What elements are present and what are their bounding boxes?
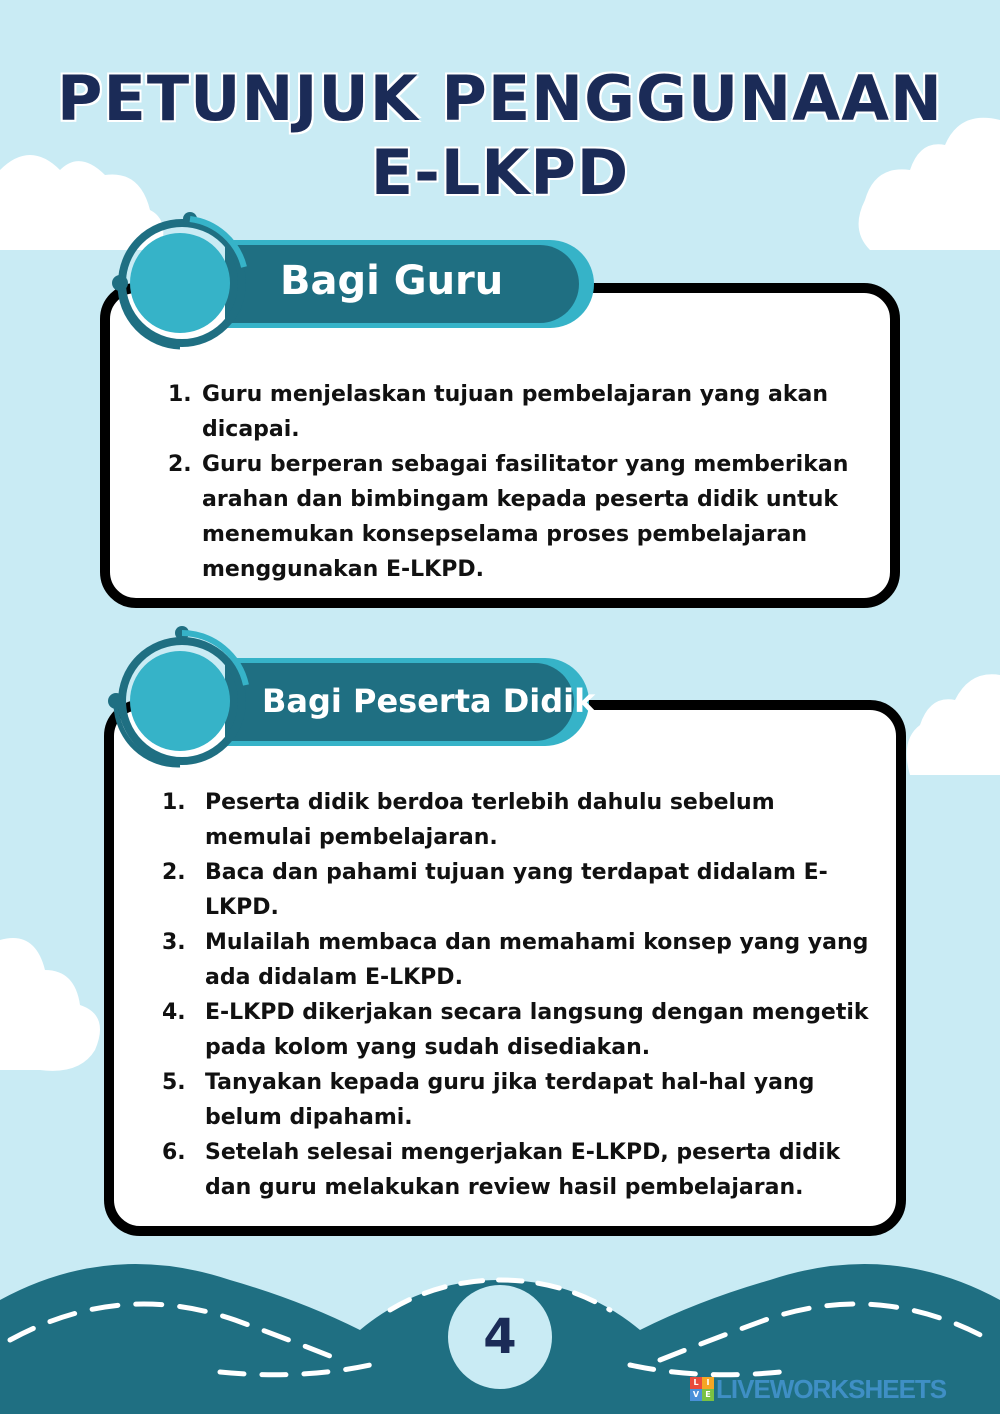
logo-letter: L xyxy=(690,1377,702,1389)
list-item xyxy=(162,925,882,995)
teacher-instructions-list xyxy=(168,377,868,587)
list-item-text: Guru berperan sebagai fasilitator yang memberikan arahan dan bimbingam kepada peserta didik untuk menemukan konsepselama proses pembelajaran menggunakan E-LKPD. xyxy=(202,452,849,582)
cloud-left-bottom xyxy=(0,930,110,1080)
list-item-text: Setelah selesai mengerjakan E-LKPD, peserta didik dan guru melakukan review hasil pembelajaran. xyxy=(205,1140,841,1200)
list-item-number: 2. xyxy=(162,860,186,885)
liveworksheets-logo-icon xyxy=(690,1377,714,1401)
student-instructions-list xyxy=(162,785,882,1205)
list-item xyxy=(162,855,882,925)
list-item-number: 2. xyxy=(168,452,192,477)
list-item xyxy=(168,377,868,447)
list-item-text: E-LKPD dikerjakan secara langsung dengan mengetik pada kolom yang sudah disediakan. xyxy=(205,1000,869,1060)
page-title-line-1: PETUNJUK PENGGUNAAN xyxy=(57,62,943,135)
logo-letter: V xyxy=(690,1389,702,1401)
logo-letter: I xyxy=(702,1377,714,1389)
page-number: 4 xyxy=(483,1309,517,1365)
list-item xyxy=(168,447,868,587)
teacher-section-heading: Bagi Guru xyxy=(280,258,504,304)
cloud-right-mid xyxy=(900,670,1000,780)
list-item-number: 3. xyxy=(162,930,186,955)
logo-letter: E xyxy=(702,1389,714,1401)
student-section-heading: Bagi Peserta Didik xyxy=(262,682,596,720)
list-item-number: 5. xyxy=(162,1070,186,1095)
list-item-number: 4. xyxy=(162,1000,186,1025)
list-item-text: Guru menjelaskan tujuan pembelajaran yang akan dicapai. xyxy=(202,382,828,442)
list-item xyxy=(162,785,882,855)
list-item xyxy=(162,995,882,1065)
list-item-text: Mulailah membaca dan memahami konsep yang yang ada didalam E-LKPD. xyxy=(205,930,869,990)
list-item-text: Baca dan pahami tujuan yang terdapat didalam E-LKPD. xyxy=(205,860,828,920)
list-item xyxy=(162,1135,882,1205)
page-title xyxy=(0,62,1000,210)
list-item-number: 6. xyxy=(162,1140,186,1165)
list-item-text: Peserta didik berdoa terlebih dahulu sebelum memulai pembelajaran. xyxy=(205,790,775,850)
list-item xyxy=(162,1065,882,1135)
list-item-text: Tanyakan kepada guru jika terdapat hal-hal yang belum dipahami. xyxy=(205,1070,815,1130)
list-item-number: 1. xyxy=(162,790,186,815)
liveworksheets-brand-text: LIVEWORKSHEETS xyxy=(716,1373,947,1404)
list-item-number: 1. xyxy=(168,382,192,407)
liveworksheets-logo[interactable] xyxy=(690,1375,946,1403)
page-title-line-2: E-LKPD xyxy=(370,136,630,209)
